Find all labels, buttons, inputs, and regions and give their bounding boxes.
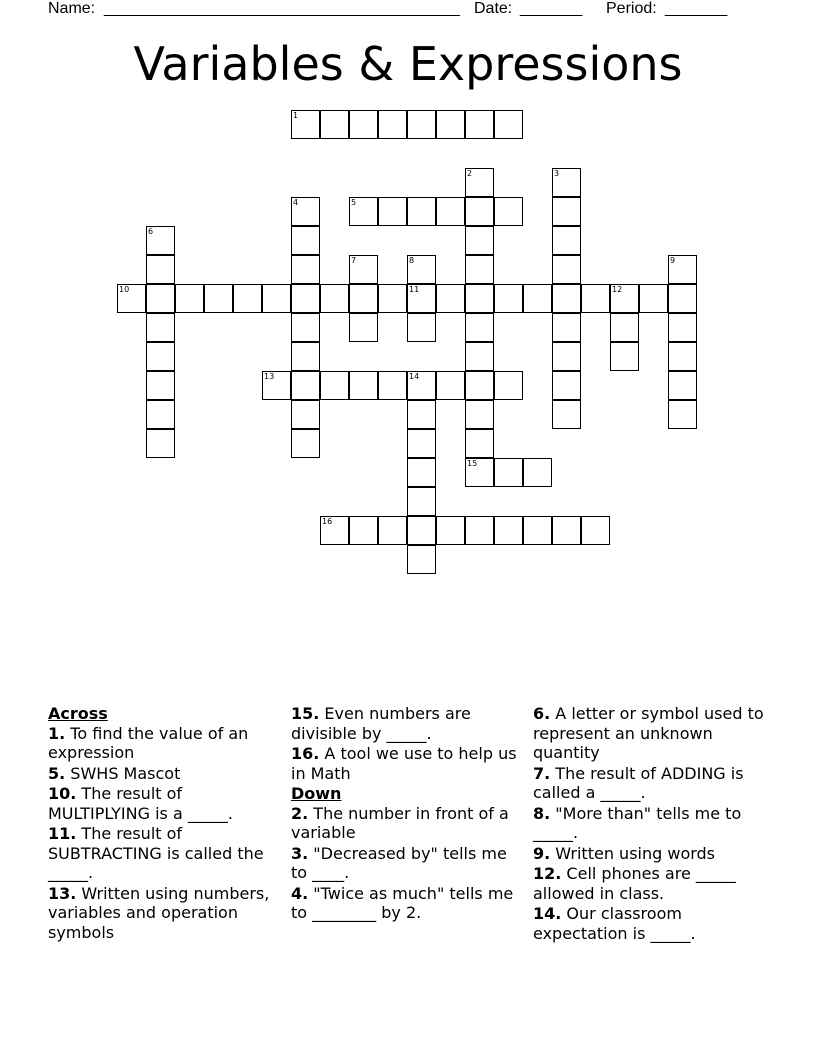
grid-cell[interactable] (291, 371, 320, 400)
clue-number: 4 (293, 198, 299, 207)
grid-cell[interactable] (494, 458, 523, 487)
clue-item (291, 704, 523, 743)
grid-cell[interactable] (291, 400, 320, 429)
name-label: Name: (48, 0, 96, 17)
grid-cell[interactable] (465, 371, 494, 400)
clue-item (533, 764, 765, 803)
grid-cell[interactable] (552, 516, 581, 545)
grid-cell[interactable] (552, 313, 581, 342)
clue-item-text: The result of SUBTRACTING is called the _____. (48, 824, 264, 882)
grid-cell[interactable] (407, 110, 436, 139)
clue-number: 10 (119, 285, 130, 294)
clue-item (291, 804, 523, 843)
clue-number: 12 (612, 285, 623, 294)
grid-cell[interactable] (668, 400, 697, 429)
grid-cell[interactable] (407, 400, 436, 429)
clue-item-text: Even numbers are divisible by _____. (291, 704, 471, 743)
grid-cell[interactable] (349, 516, 378, 545)
grid-cell[interactable] (465, 284, 494, 313)
clue-number: 6 (148, 227, 154, 236)
grid-cell[interactable] (465, 342, 494, 371)
clue-item (533, 904, 765, 943)
grid-cell[interactable] (552, 342, 581, 371)
clue-item (48, 884, 280, 943)
grid-cell[interactable] (320, 110, 349, 139)
grid-cell[interactable] (146, 284, 175, 313)
clue-item (291, 884, 523, 923)
clue-column-3 (533, 704, 765, 944)
grid-cell[interactable] (668, 313, 697, 342)
grid-cell[interactable] (523, 516, 552, 545)
clue-item-text: "Decreased by" tells me to ____. (291, 843, 507, 882)
clue-item-number: 10. (48, 784, 77, 803)
clue-item-text: SWHS Mascot (65, 763, 181, 783)
across-heading: Across (48, 704, 108, 723)
date-label: Date: (474, 0, 513, 17)
clue-item (48, 724, 280, 763)
grid-cell[interactable] (349, 110, 378, 139)
clue-item-text: To find the value of an expression (48, 723, 249, 762)
clue-number: 11 (409, 285, 420, 294)
grid-cell[interactable] (552, 284, 581, 313)
clue-number: 7 (351, 256, 357, 265)
clue-item-number: 11. (48, 824, 77, 843)
clue-item-number: 8. (533, 803, 551, 823)
grid-cell[interactable] (552, 400, 581, 429)
grid-cell[interactable] (291, 342, 320, 371)
clue-item (533, 804, 765, 843)
grid-cell[interactable] (146, 255, 175, 284)
grid-cell[interactable] (494, 110, 523, 139)
grid-cell[interactable] (465, 197, 494, 226)
clue-item-number: 3. (291, 843, 309, 863)
clue-number: 8 (409, 256, 415, 265)
clue-item-number: 14. (533, 904, 562, 923)
clue-item-number: 12. (533, 864, 562, 883)
clue-number: 3 (554, 169, 560, 178)
clue-item-text: Cell phones are _____ allowed in class. (533, 864, 736, 903)
grid-cell[interactable] (378, 516, 407, 545)
clue-item-text: Written using numbers, variables and operation symbols (48, 883, 270, 942)
clue-number: 2 (467, 169, 473, 178)
grid-cell[interactable] (668, 342, 697, 371)
clue-number: 15 (467, 459, 478, 468)
grid-cell[interactable] (291, 313, 320, 342)
clue-item-number: 15. (291, 704, 320, 723)
clue-item (291, 744, 523, 783)
clue-item-number: 9. (533, 843, 551, 863)
grid-cell[interactable] (407, 545, 436, 574)
clue-item-number: 7. (533, 763, 551, 783)
grid-cell[interactable] (320, 284, 349, 313)
clue-column-1 (48, 704, 280, 943)
grid-cell[interactable] (494, 516, 523, 545)
clue-item-text: The result of MULTIPLYING is a _____. (48, 784, 233, 823)
grid-cell[interactable] (465, 516, 494, 545)
grid-cell[interactable] (349, 371, 378, 400)
grid-cell[interactable] (465, 400, 494, 429)
grid-cell[interactable] (407, 487, 436, 516)
grid-cell[interactable] (465, 110, 494, 139)
clue-number: 5 (351, 198, 357, 207)
grid-cell[interactable] (610, 342, 639, 371)
worksheet-title: Variables & Expressions (133, 37, 683, 91)
clue-item-number: 6. (533, 704, 551, 723)
grid-cell[interactable] (407, 429, 436, 458)
clue-item-number: 13. (48, 883, 77, 903)
grid-cell[interactable] (175, 284, 204, 313)
grid-cell[interactable] (291, 226, 320, 255)
clue-item-text: The result of ADDING is called a _____. (533, 763, 744, 802)
grid-cell[interactable] (204, 284, 233, 313)
name-blank[interactable]: ________________________________________ (104, 0, 460, 17)
down-heading: Down (291, 784, 342, 803)
grid-cell[interactable] (407, 458, 436, 487)
grid-cell[interactable] (552, 197, 581, 226)
clue-item-text: "More than" tells me to _____. (533, 803, 742, 842)
grid-cell[interactable] (523, 284, 552, 313)
clue-number: 13 (264, 372, 275, 381)
grid-cell[interactable] (494, 284, 523, 313)
grid-cell[interactable] (610, 313, 639, 342)
clue-number: 14 (409, 372, 420, 381)
clue-item-text: Written using words (550, 843, 716, 863)
grid-cell[interactable] (436, 110, 465, 139)
period-label: Period: (606, 0, 657, 17)
grid-cell[interactable] (146, 371, 175, 400)
grid-cell[interactable] (262, 284, 291, 313)
grid-cell[interactable] (407, 313, 436, 342)
clue-item-number: 16. (291, 744, 320, 763)
clue-item (533, 704, 765, 763)
clue-item-text: Our classroom expectation is _____. (533, 904, 696, 943)
grid-cell[interactable] (436, 516, 465, 545)
grid-cell[interactable] (291, 284, 320, 313)
grid-cell[interactable] (233, 284, 262, 313)
clue-item (48, 824, 280, 883)
grid-cell[interactable] (465, 226, 494, 255)
grid-cell[interactable] (146, 313, 175, 342)
grid-cell[interactable] (581, 516, 610, 545)
grid-cell[interactable] (465, 255, 494, 284)
grid-cell[interactable] (436, 284, 465, 313)
period-blank[interactable]: _______ (665, 0, 728, 17)
grid-cell[interactable] (639, 284, 668, 313)
grid-cell[interactable] (581, 284, 610, 313)
clue-number: 16 (322, 517, 333, 526)
grid-cell[interactable] (378, 284, 407, 313)
grid-cell[interactable] (465, 313, 494, 342)
grid-cell[interactable] (436, 371, 465, 400)
clue-item-number: 4. (291, 883, 309, 903)
clue-item-number: 1. (48, 723, 66, 743)
grid-cell[interactable] (523, 458, 552, 487)
grid-cell[interactable] (407, 197, 436, 226)
grid-cell[interactable] (378, 371, 407, 400)
clue-item-text: "Twice as much" tells me to ________ by 2. (291, 883, 514, 922)
clue-number: 1 (293, 111, 299, 120)
clue-item-text: A tool we use to help us in Math (291, 744, 517, 783)
grid-cell[interactable] (320, 371, 349, 400)
clue-item-text: A letter or symbol used to represent an unknown quantity (533, 704, 764, 762)
clue-column-2 (291, 704, 523, 924)
clue-item (533, 864, 765, 903)
grid-cell[interactable] (407, 516, 436, 545)
grid-cell[interactable] (349, 313, 378, 342)
clue-item-text: The number in front of a variable (291, 803, 509, 842)
grid-cell[interactable] (668, 284, 697, 313)
date-blank[interactable]: _______ (520, 0, 583, 17)
clue-item-number: 2. (291, 803, 309, 823)
grid-cell[interactable] (552, 226, 581, 255)
grid-cell[interactable] (436, 197, 465, 226)
clue-item (533, 844, 765, 864)
clue-item (291, 844, 523, 883)
grid-cell[interactable] (552, 371, 581, 400)
grid-cell[interactable] (494, 197, 523, 226)
clue-item (48, 784, 280, 823)
clue-item (48, 764, 280, 784)
grid-cell[interactable] (668, 371, 697, 400)
grid-cell[interactable] (494, 371, 523, 400)
grid-cell[interactable] (378, 197, 407, 226)
grid-cell[interactable] (291, 255, 320, 284)
grid-cell[interactable] (146, 342, 175, 371)
grid-cell[interactable] (146, 400, 175, 429)
grid-cell[interactable] (349, 284, 378, 313)
grid-cell[interactable] (146, 429, 175, 458)
grid-cell[interactable] (291, 429, 320, 458)
grid-cell[interactable] (465, 429, 494, 458)
clue-number: 9 (670, 256, 676, 265)
grid-cell[interactable] (378, 110, 407, 139)
clue-item-number: 5. (48, 763, 66, 783)
grid-cell[interactable] (552, 255, 581, 284)
